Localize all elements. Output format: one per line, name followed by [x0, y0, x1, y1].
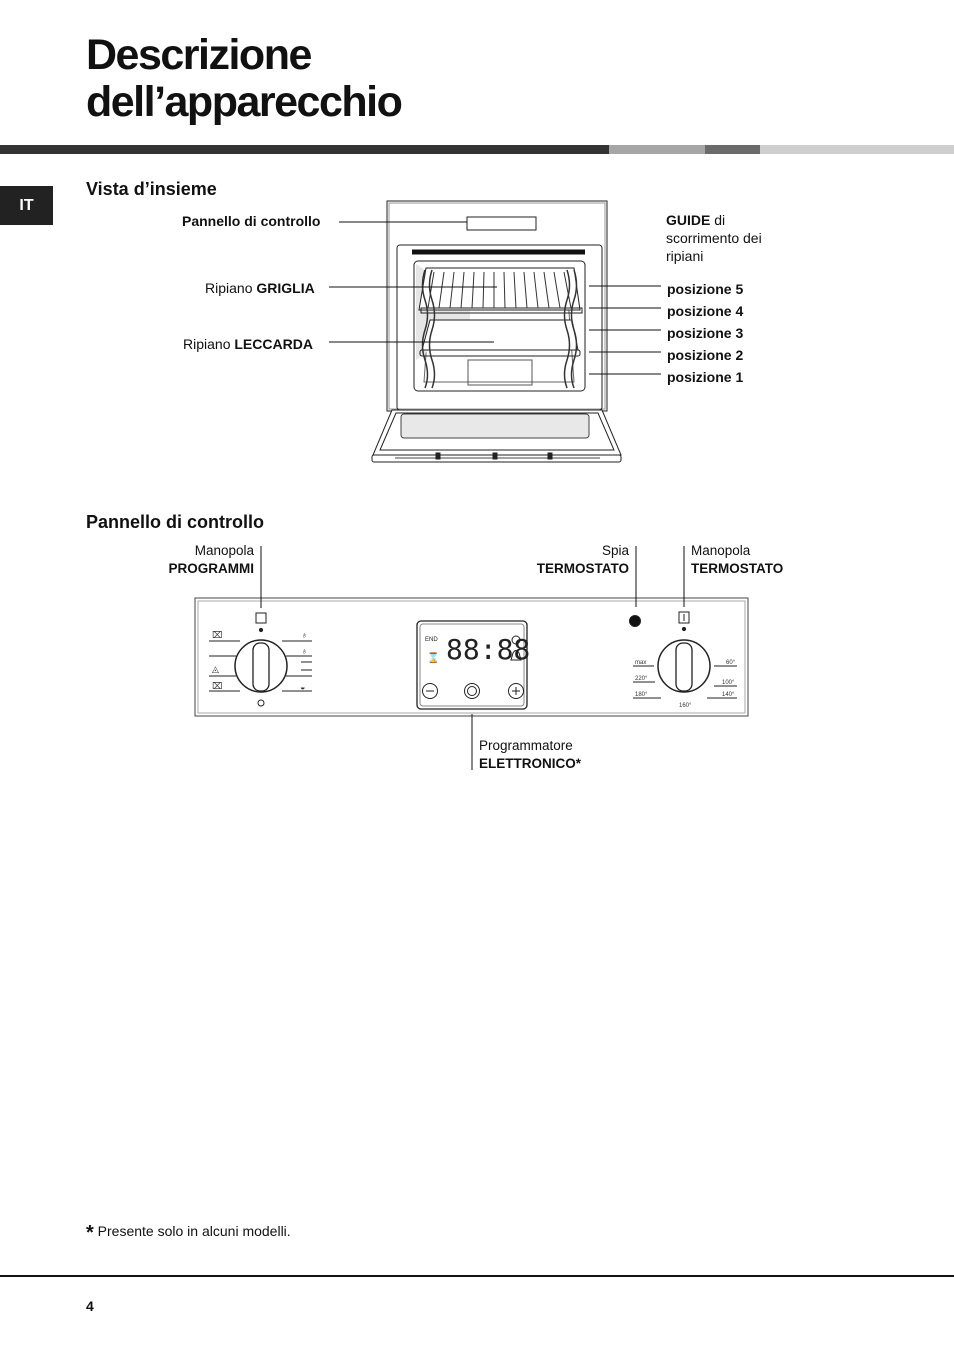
label-programs-knob: Manopola PROGRAMMI — [168, 543, 254, 576]
position-label: posizione 5 — [667, 281, 744, 297]
footer-rule — [0, 1275, 954, 1277]
label-rack: Ripiano GRIGLIA — [205, 280, 315, 296]
label-control-panel: Pannello di controllo — [182, 213, 321, 229]
label-thermostat-light: Spia TERMOSTATO — [536, 543, 629, 576]
temperature-label: max — [635, 660, 647, 666]
label-guides: GUIDE di scorrimento dei ripiani — [666, 212, 762, 264]
svg-text:⌧: ⌧ — [212, 681, 223, 691]
temperature-label: 220° — [635, 676, 648, 682]
display-digits: 88:88 — [446, 633, 531, 666]
position-list — [667, 278, 743, 388]
svg-text:⌛: ⌛ — [427, 653, 440, 664]
temperature-label: 60° — [726, 660, 736, 666]
display-end: END — [425, 637, 438, 643]
svg-text:⌧: ⌧ — [212, 630, 223, 640]
position-label: posizione 3 — [667, 325, 744, 341]
language-tab: IT — [0, 186, 53, 225]
svg-text:♁: ♁ — [301, 646, 308, 656]
label-drip-pan: Ripiano LECCARDA — [183, 336, 313, 352]
label-thermostat-knob: Manopola TERMOSTATO — [691, 543, 784, 576]
page-title: Descrizione dell’apparecchio — [86, 31, 402, 126]
footnote: * Presente solo in alcuni modelli. — [86, 1222, 291, 1244]
overview-heading: Vista d’insieme — [86, 179, 217, 199]
temperature-label: 180° — [635, 692, 648, 698]
svg-text:◬: ◬ — [212, 664, 219, 674]
position-label: posizione 1 — [667, 369, 744, 385]
page-number: 4 — [86, 1298, 94, 1314]
temperature-label: 160° — [679, 703, 692, 709]
label-programmer: Programmatore ELETTRONICO* — [479, 738, 582, 771]
control-panel-heading: Pannello di controllo — [86, 512, 265, 532]
svg-text:◒: ◒ — [300, 682, 306, 692]
position-label: posizione 4 — [667, 303, 744, 319]
svg-text:♁: ♁ — [301, 630, 308, 640]
position-label: posizione 2 — [667, 347, 744, 363]
temperature-label: 100° — [722, 680, 735, 686]
temperature-label: 140° — [722, 692, 735, 698]
